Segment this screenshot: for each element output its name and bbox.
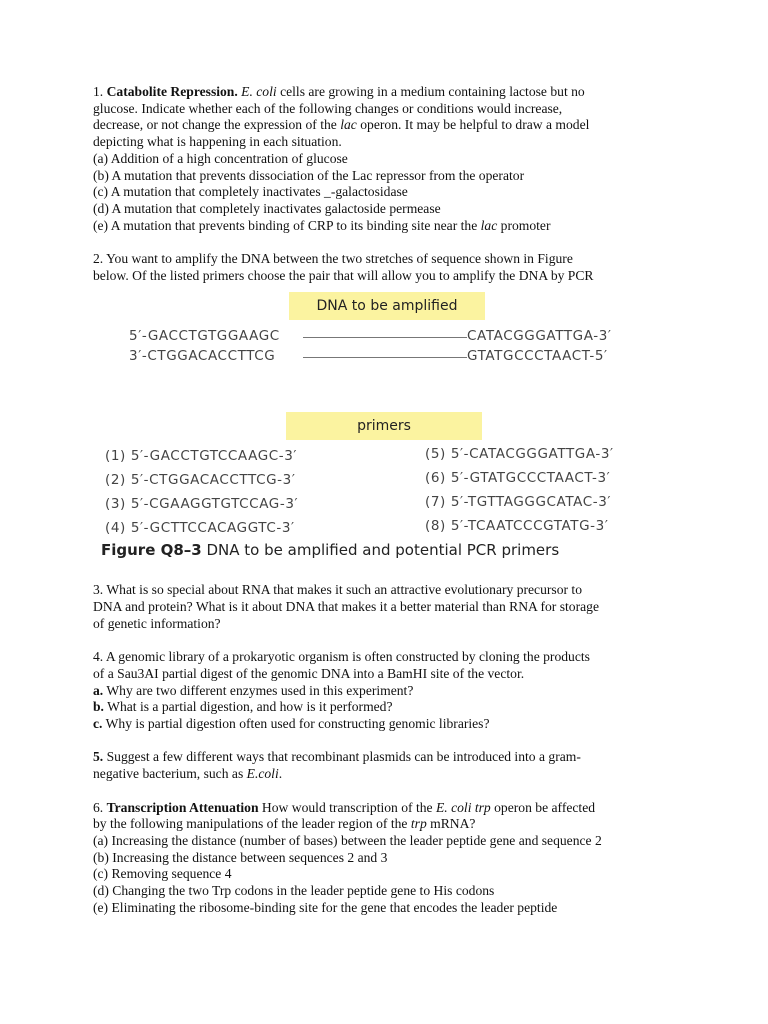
q6-item-c: (c) Removing sequence 4 — [93, 866, 232, 882]
q1-item-a: (a) Addition of a high concentration of glucose — [93, 150, 348, 166]
q1-number: 1. — [93, 84, 104, 99]
figure-caption — [101, 542, 559, 559]
question-3: 3. What is so special about RNA that makes it such an attractive evolutionary precursor to DNA and protein? What is it about DNA that makes it a better material than RNA for storage of genetic information? — [93, 582, 599, 631]
q1-line-1 — [93, 84, 675, 101]
q1-item-b: (b) A mutation that prevents dissociation of the Lac repressor from the operator — [93, 167, 525, 183]
q1-text-1: cells are growing in a medium containing lactose but no — [276, 84, 585, 99]
q5-number: 5. — [93, 749, 104, 765]
q6-species: E. coli trp — [435, 799, 491, 815]
q6-title: Transcription Attenuation — [106, 799, 259, 815]
q1-title: Catabolite Repression. — [106, 84, 238, 99]
q1-species: E. coli — [241, 84, 277, 99]
dna-bottom-right: GTATGCCCTAACT-5′ — [467, 348, 608, 365]
figure-caption-text: DNA to be amplified and potential PCR primers — [201, 541, 560, 560]
q1-line-4: depicting what is happening in each situation. — [93, 134, 342, 150]
dna-bottom-strand — [303, 357, 467, 358]
figure-dna-primers — [93, 290, 675, 566]
q2-line-2: below. Of the listed primers choose the pair that will allow you to amplify the DNA by PCR — [93, 267, 594, 283]
q6-item-a: (a) Increasing the distance (number of bases) between the leader peptide gene and sequence 2 — [93, 832, 602, 848]
q1-line-3: decrease, or not change the expression of the lac operon. It may be helpful to draw a model — [93, 117, 590, 133]
question-2 — [93, 251, 675, 284]
primer-7: (7) 5′-TGTTAGGGCATAC-3′ — [425, 494, 612, 511]
q6-item-e: (e) Eliminating the ribosome-binding site for the gene that encodes the leader peptide — [93, 899, 558, 915]
q4-part-b: b. What is a partial digestion, and how is it performed? — [93, 699, 393, 715]
q1-item-e: (e) A mutation that prevents binding of CRP to its binding site near the lac promoter — [93, 217, 551, 233]
question-5: 5. Suggest a few different ways that recombinant plasmids can be introduced into a gram- negative bacterium, such as E.coli. — [93, 749, 581, 782]
question-6: 6. Transcription Attenuation How would transcription of the E. coli trp operon be affected by the following manipulations of the leader region of the trp mRNA? (a) Increasing the distance (number of bases) between the leader peptide gene and sequence 2 (b) Increasing the distance between sequences 2 and 3 (c) Removing sequence 4 (d) Changing the two Trp codons in the leader peptide gene to His codons (e) Eliminating the ribosome-binding site for the gene that encodes the leader peptide — [93, 800, 675, 917]
primer-1: (1) 5′-GACCTGTCCAAGC-3′ — [105, 448, 298, 465]
q6-item-d: (d) Changing the two Trp codons in the leader peptide gene to His codons — [93, 883, 495, 899]
q4-part-c: c. Why is partial digestion often used for constructing genomic libraries? — [93, 716, 490, 732]
q1-lac: lac — [340, 117, 357, 133]
dna-top-right: CATACGGGATTGA-3′ — [467, 328, 612, 345]
dna-top-strand — [303, 337, 467, 338]
question-4: 4. A genomic library of a prokaryotic organism is often constructed by cloning the products of a Sau3AI partial digest of the genomic DNA into a BamHI site of the vector. a. Why are two different enzymes used in this experiment? b. What is a partial digestion, and how is it performed? c. Why is partial digestion often used for constructing genomic libraries? — [93, 649, 675, 733]
q6-item-b: (b) Increasing the distance between sequences 2 and 3 — [93, 849, 388, 865]
dna-bottom-left: 3′-CTGGACACCTTCG — [129, 348, 276, 365]
question-1 — [93, 84, 675, 234]
primer-3: (3) 5′-CGAAGGTGTCCAG-3′ — [105, 496, 299, 513]
primer-8: (8) 5′-TCAATCCCGTATG-3′ — [425, 518, 609, 535]
primer-4: (4) 5′-GCTTCCACAGGTC-3′ — [105, 520, 295, 537]
dna-banner: DNA to be amplified — [289, 292, 485, 320]
primer-2: (2) 5′-CTGGACACCTTCG-3′ — [105, 472, 296, 489]
dna-top-left: 5′-GACCTGTGGAAGC — [129, 328, 280, 345]
q1-item-d: (d) A mutation that completely inactivates galactoside permease — [93, 200, 441, 216]
q5-species: E.coli — [246, 766, 279, 782]
primer-6: (6) 5′-GTATGCCCTAACT-3′ — [425, 470, 611, 487]
q1-item-c: (c) A mutation that completely inactivates _-galactosidase — [93, 184, 408, 200]
primers-banner: primers — [286, 412, 482, 440]
document-page — [93, 84, 675, 933]
figure-caption-label: Figure Q8–3 — [101, 541, 202, 560]
primer-5: (5) 5′-CATACGGGATTGA-3′ — [425, 446, 614, 463]
q1-line-2: glucose. Indicate whether each of the following changes or conditions would increase, — [93, 100, 563, 116]
q4-part-a: a. Why are two different enzymes used in this experiment? — [93, 682, 414, 698]
q2-line-1: 2. You want to amplify the DNA between the two stretches of sequence shown in Figure — [93, 251, 573, 267]
